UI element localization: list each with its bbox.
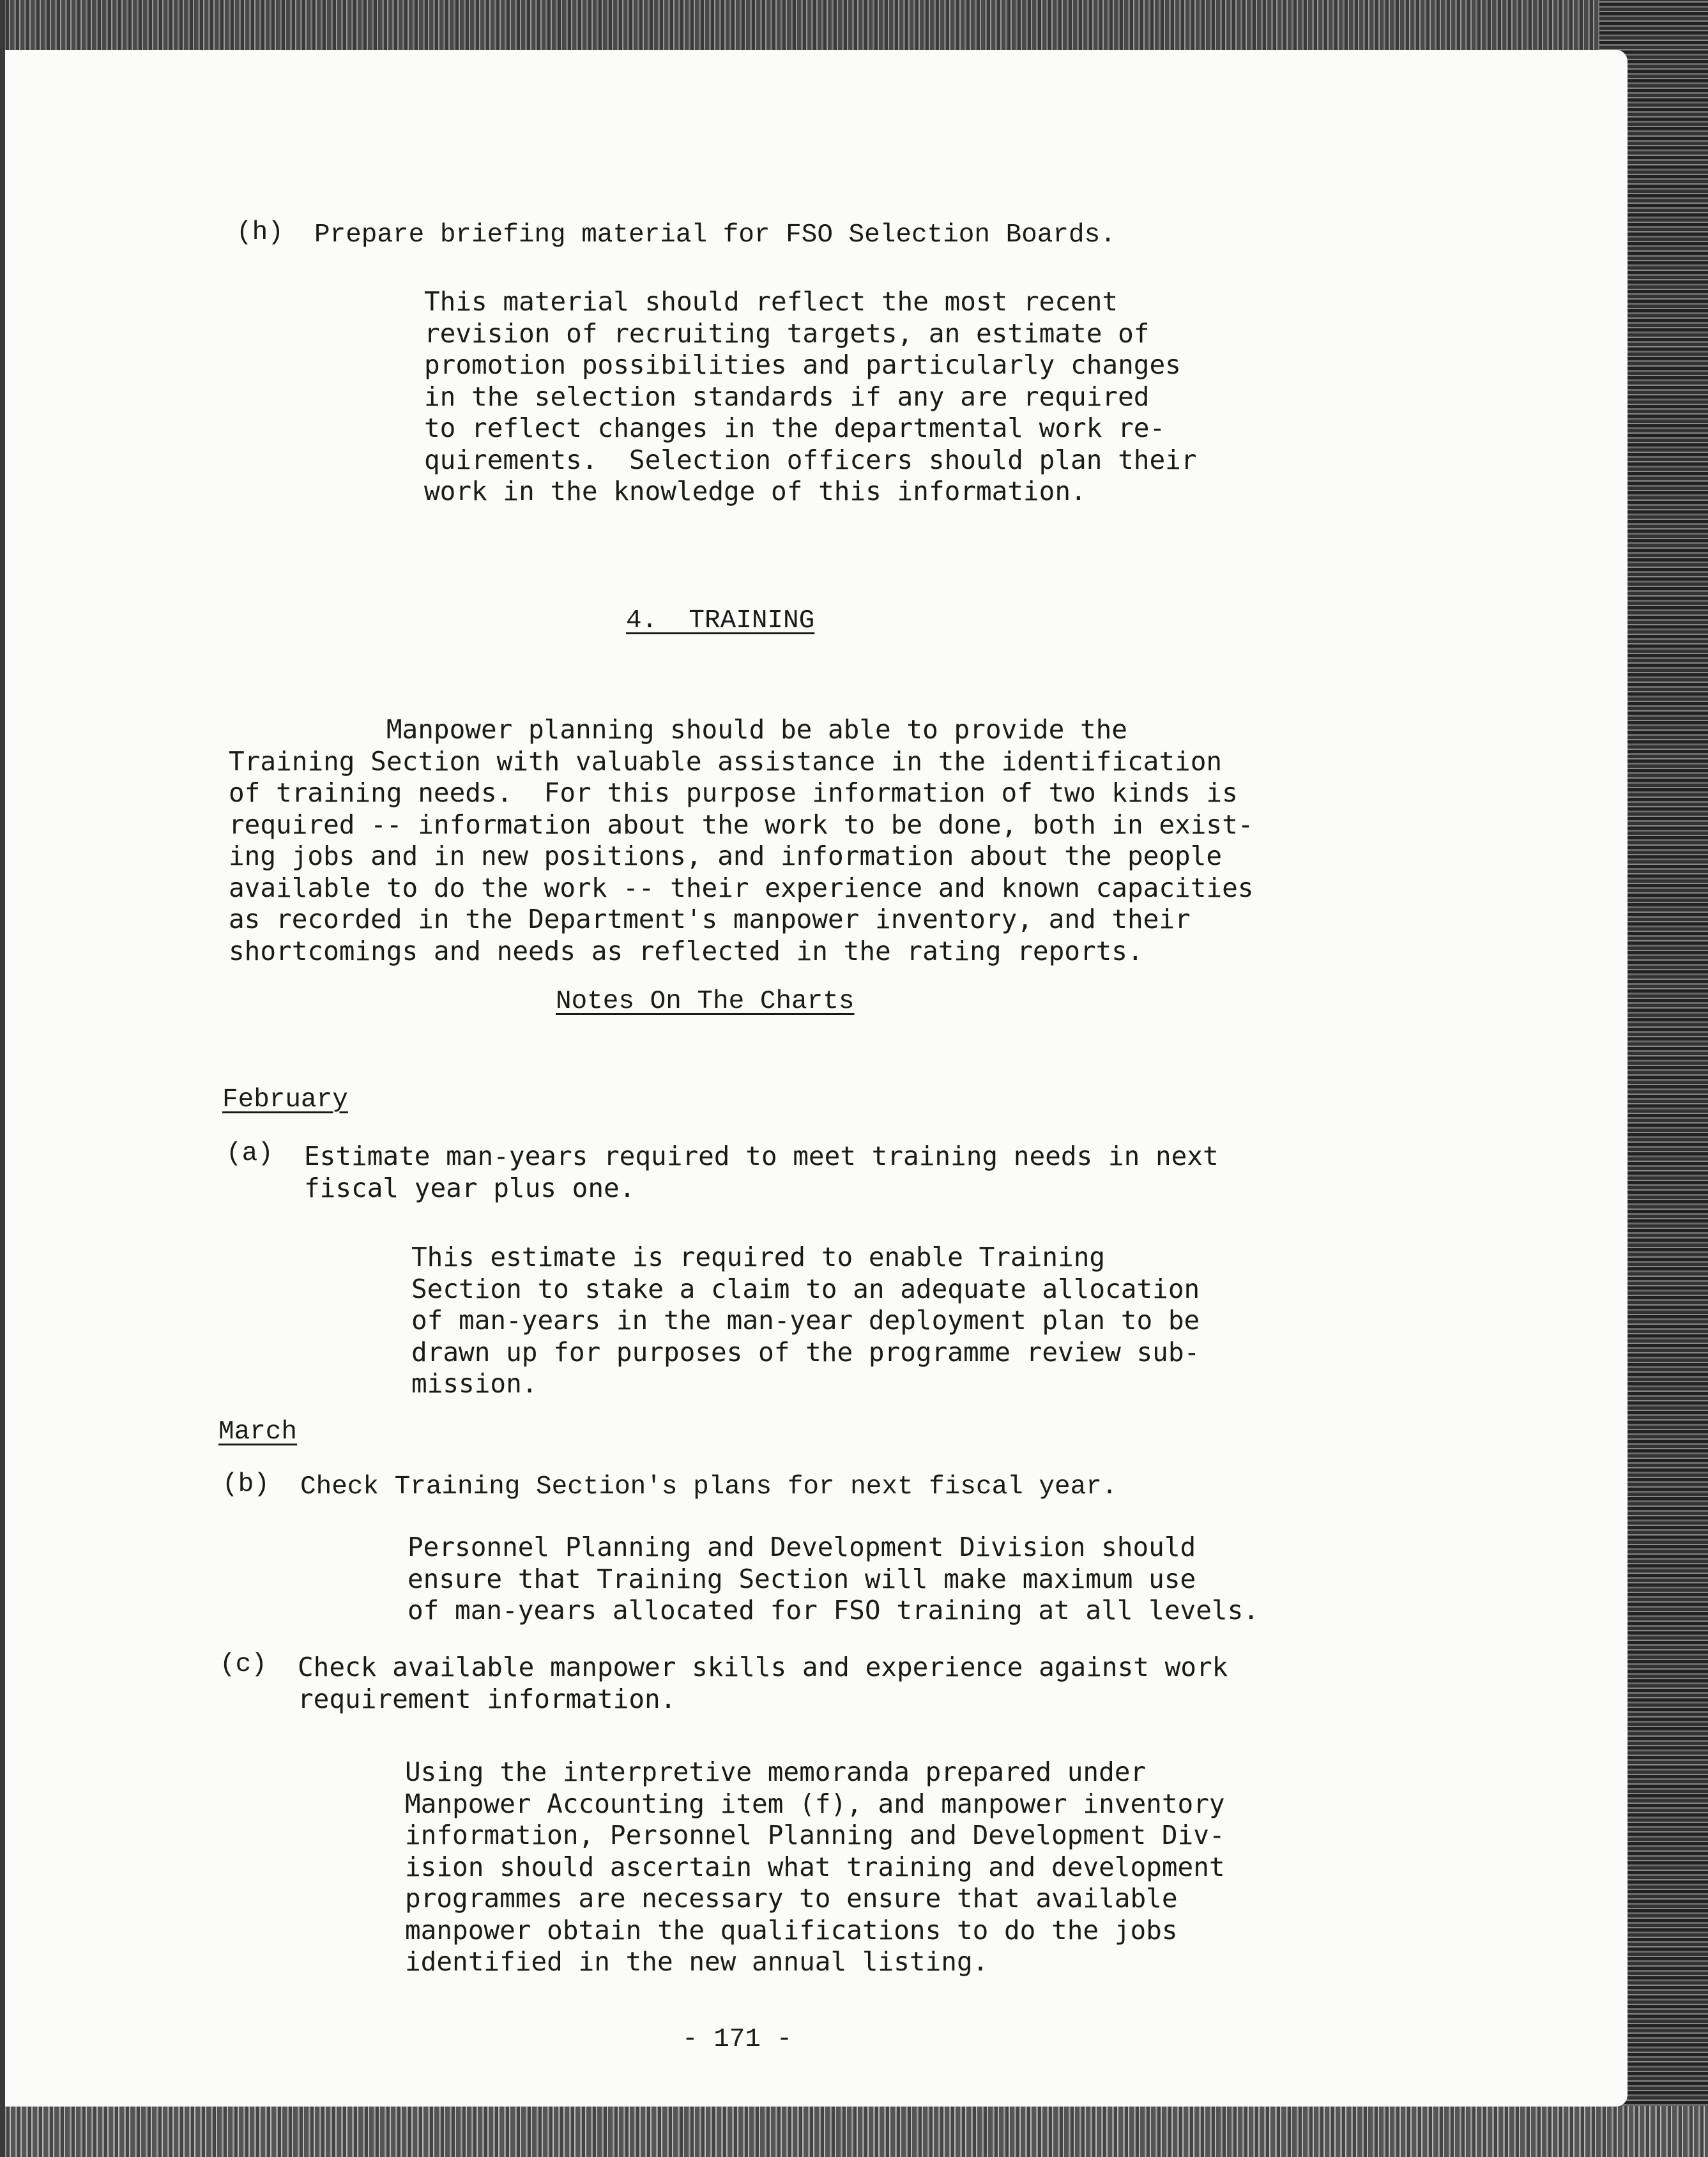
notes-heading: Notes On The Charts	[556, 987, 855, 1016]
item-b-marker: (b)	[222, 1470, 270, 1499]
scan-border-bottom	[0, 2106, 1708, 2157]
document-page	[5, 50, 1628, 2107]
item-a-body: This estimate is required to enable Training Section to stake a claim to an adequate allocation of man-years in the man-year deployment plan to be drawn up for purposes of the programme review sub- mission.	[411, 1242, 1200, 1399]
item-b-heading: Check Training Section's plans for next fiscal year.	[300, 1472, 1118, 1502]
item-c-marker: (c)	[220, 1650, 267, 1679]
training-paragraph: Manpower planning should be able to provide the Training Section with valuable assistance in the identification of training needs. For this purpose information of two kinds is required -- information about the work to be done, both in exist- ing jobs and in new positions, and information about the people available to do the work -- their experience and known capacities as recorded in the Department's manpower inventory, and their shortcomings and needs as reflected in the rating reports.	[229, 714, 1254, 966]
scan-border-left	[0, 0, 5, 2157]
item-c-body: Using the interpretive memoranda prepared under Manpower Accounting item (f), and manpower inventory information, Personnel Planning and Development Div- ision should ascertain what training and development programmes are necessary to ensure that available manpower obtain the qualifications to do the jobs identified in the new annual listing.	[405, 1757, 1225, 1977]
item-a-marker: (a)	[226, 1139, 273, 1168]
item-h-heading: Prepare briefing material for FSO Selection Boards.	[314, 220, 1116, 250]
month-label-february: February	[222, 1085, 348, 1115]
item-h-body: This material should reflect the most recent revision of recruiting targets, an estimate of promotion possibilities and particularly changes in the selection standards if any are required to reflect changes in the departmental work re- quirements. Selection officers should plan their work in the knowledge of this information.	[424, 286, 1197, 507]
month-label-march: March	[218, 1417, 298, 1447]
item-c-heading: Check available manpower skills and experience against work requirement information.	[298, 1652, 1228, 1714]
item-b-body: Personnel Planning and Development Division should ensure that Training Section will make maximum use of man-years allocated for FSO training at all levels.	[408, 1532, 1259, 1626]
item-a-heading: Estimate man-years required to meet training needs in next fiscal year plus one.	[304, 1141, 1219, 1203]
item-h-marker: (h)	[236, 218, 284, 247]
scan-border-top	[0, 0, 1708, 57]
page-number: - 171 -	[682, 2025, 793, 2054]
section-heading-training: 4. TRAINING	[626, 606, 815, 636]
